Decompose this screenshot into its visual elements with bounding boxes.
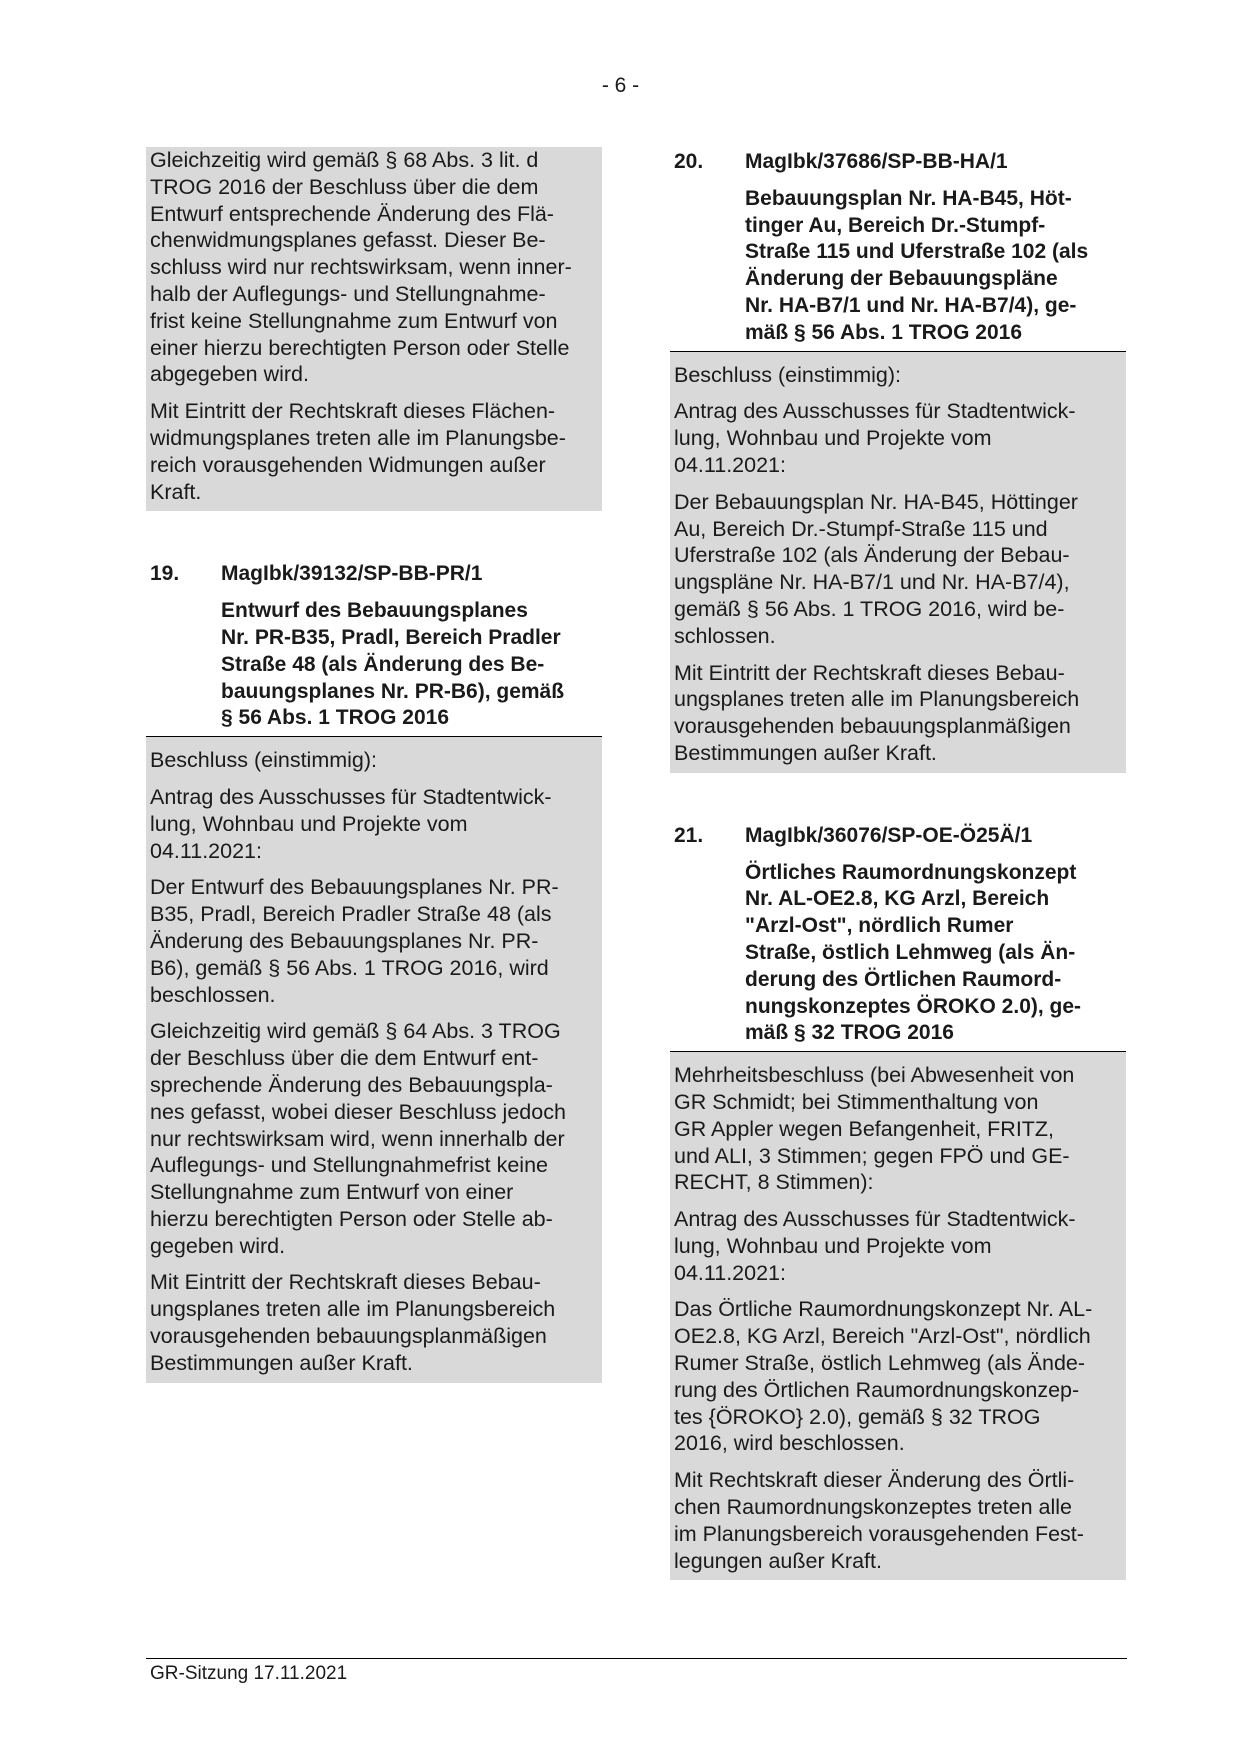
agenda-item-21	[670, 823, 1126, 1052]
item-21-reference: MagIbk/36076/SP-OE-Ö25Ä/1	[745, 823, 1033, 847]
left-column	[146, 147, 602, 1383]
item-20-title: Bebauungsplan Nr. HA-B45, Höt- tinger Au, Bereich Dr.-Stumpf- Straße 115 und Uferstraße 102 (als Änderung der Bebauungspläne Nr. HA-B7/1 und Nr. HA-B7/4), ge- mäß § 56 Abs. 1 TROG 2016	[670, 176, 1126, 352]
resolution-paragraph: Beschluss (einstimmig):	[150, 748, 377, 773]
intro-paragraph: Mit Eintritt der Rechtskraft dieses Flächen- widmungsplanes treten alle im Planungsbe- reich vorausgehenden Widmungen außer Kraft.	[150, 399, 566, 504]
item-21-header	[670, 823, 1126, 850]
item-20-header	[670, 149, 1126, 176]
resolution-paragraph: Antrag des Ausschusses für Stadtentwick- lung, Wohnbau und Projekte vom 04.11.2021:	[674, 399, 1076, 477]
resolution-paragraph: Gleichzeitig wird gemäß § 64 Abs. 3 TROG der Beschluss über die dem Entwurf ent- sprechende Änderung des Bebauungspla- nes gefasst, wobei dieser Beschluss jedoch nur rechtswirksam wird, wenn innerhalb der Auflegungs- und Stellungnahmefrist keine Stellungnahme zum Entwurf von einer hierzu berechtigten Person oder Stelle ab- gegeben wird.	[150, 1019, 566, 1258]
item-19-title: Entwurf des Bebauungsplanes Nr. PR-B35, Pradl, Bereich Pradler Straße 48 (als Änderung des Be- bauungsplanes Nr. PR-B6), gemäß § 56 Abs. 1 TROG 2016	[146, 588, 602, 737]
item-19-header	[146, 561, 602, 588]
page-number: - 6 -	[601, 74, 640, 97]
resolution-paragraph: Mit Eintritt der Rechtskraft dieses Bebau- ungsplanes treten alle im Planungsbereich vorausgehenden bebauungsplanmäßigen Bestimmungen außer Kraft.	[150, 1270, 556, 1375]
resolution-paragraph: Mit Rechtskraft dieser Änderung des Örtli- chen Raumordnungskonzeptes treten alle im Planungsbereich vorausgehenden Fest- legungen außer Kraft.	[674, 1468, 1084, 1573]
intro-continuation-block	[146, 147, 602, 511]
footer-session-date: GR-Sitzung 17.11.2021	[150, 1663, 348, 1684]
resolution-paragraph: Der Entwurf des Bebauungsplanes Nr. PR- B35, Pradl, Bereich Pradler Straße 48 (als Änderung des Bebauungsplanes Nr. PR- B6), gemäß § 56 Abs. 1 TROG 2016, wird beschlossen.	[150, 875, 559, 1007]
item-19-number: 19.	[150, 562, 180, 586]
right-column	[670, 149, 1126, 1580]
resolution-paragraph: Das Örtliche Raumordnungskonzept Nr. AL- OE2.8, KG Arzl, Bereich "Arzl-Ost", nördlich Rumer Straße, östlich Lehmweg (als Ände- rung des Örtlichen Raumordnungskonzep- tes {ÖROKO} 2.0), gemäß § 32 TROG 2016, wird beschlossen.	[674, 1297, 1093, 1456]
intro-paragraph: Gleichzeitig wird gemäß § 68 Abs. 3 lit. d TROG 2016 der Beschluss über die dem Entwurf entsprechende Änderung des Flä- chenwidmungsplanes gefasst. Dieser Be- schluss wird nur rechtswirksam, wenn inner- halb der Auflegungs- und Stellungnahme- frist keine Stellungnahme zum Entwurf von einer hierzu berechtigten Person oder Stelle abgegeben wird.	[150, 148, 572, 387]
item-19-resolution-block	[146, 737, 602, 1383]
resolution-paragraph: Beschluss (einstimmig):	[674, 362, 901, 387]
resolution-paragraph: Antrag des Ausschusses für Stadtentwick- lung, Wohnbau und Projekte vom 04.11.2021:	[674, 1207, 1076, 1285]
item-20-reference: MagIbk/37686/SP-BB-HA/1	[745, 150, 1008, 173]
agenda-item-20	[670, 149, 1126, 352]
item-20-number: 20.	[674, 150, 704, 173]
agenda-item-19	[146, 561, 602, 737]
resolution-paragraph: Mit Eintritt der Rechtskraft dieses Bebau- ungsplanes treten alle im Planungsbereich vorausgehenden bebauungsplanmäßigen Bestimmungen außer Kraft.	[674, 660, 1080, 765]
page-footer	[146, 1658, 1127, 1685]
item-21-title: Örtliches Raumordnungskonzept Nr. AL-OE2.8, KG Arzl, Bereich "Arzl-Ost", nördlich Rumer Straße, östlich Lehmweg (als Än- derung des Örtlichen Raumord- nungskonzeptes ÖROKO 2.0), ge- mäß § 32 TROG 2016	[670, 850, 1126, 1053]
item-20-resolution-block	[670, 352, 1126, 773]
item-19-reference: MagIbk/39132/SP-BB-PR/1	[221, 562, 483, 586]
resolution-paragraph: Mehrheitsbeschluss (bei Abwesenheit von GR Schmidt; bei Stimmenthaltung von GR Appler wegen Befangenheit, FRITZ, und ALI, 3 Stimmen; gegen FPÖ und GE- RECHT, 8 Stimmen):	[674, 1063, 1075, 1195]
item-21-resolution-block	[670, 1052, 1126, 1580]
item-21-number: 21.	[674, 823, 704, 847]
resolution-paragraph: Antrag des Ausschusses für Stadtentwick- lung, Wohnbau und Projekte vom 04.11.2021:	[150, 784, 552, 863]
resolution-paragraph: Der Bebauungsplan Nr. HA-B45, Höttinger Au, Bereich Dr.-Stumpf-Straße 115 und Uferstraße 102 (als Änderung der Bebau- ungspläne Nr. HA-B7/1 und Nr. HA-B7/4), gemäß § 56 Abs. 1 TROG 2016, wird be- schlossen.	[674, 489, 1078, 648]
